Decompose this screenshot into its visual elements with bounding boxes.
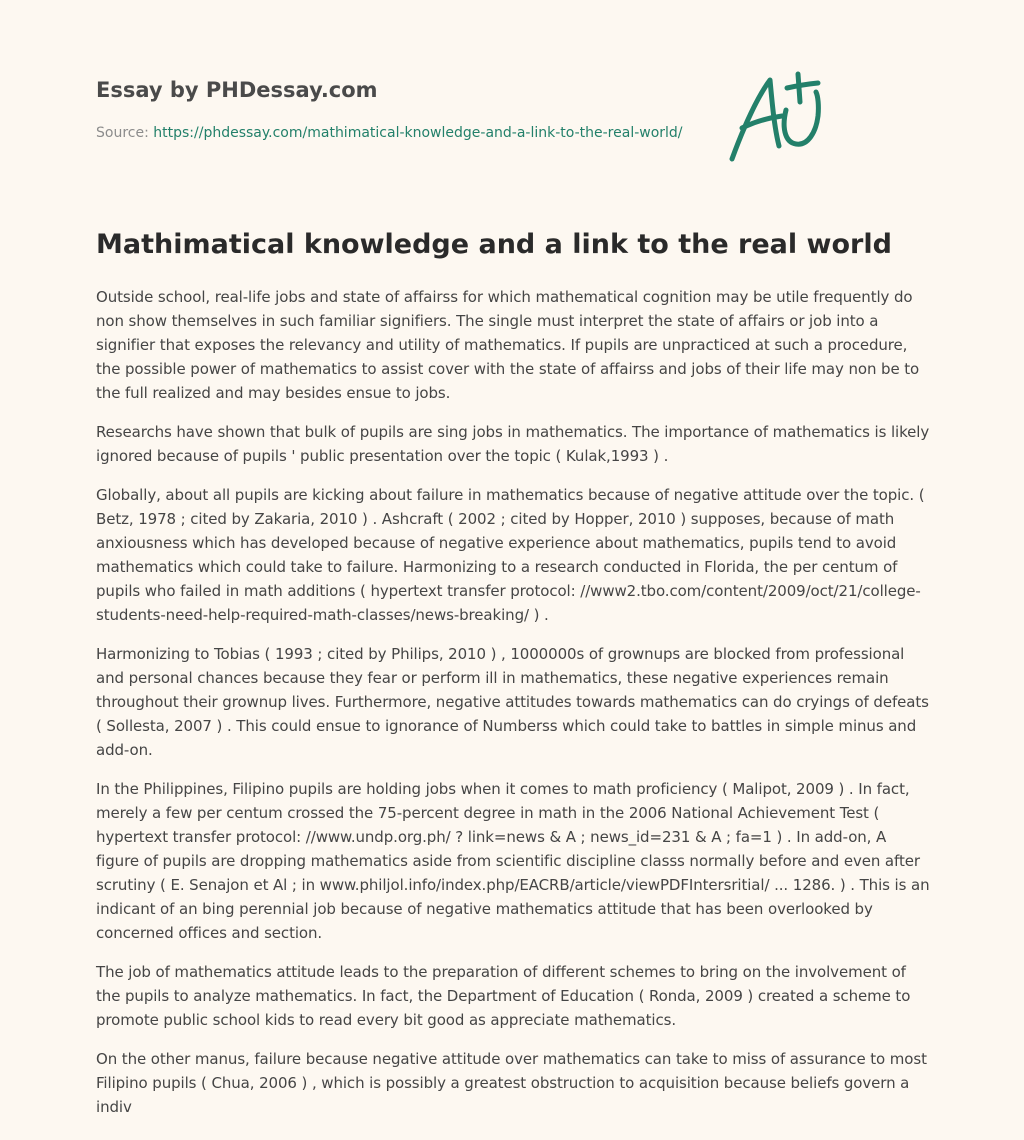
essay-paragraph: The job of mathematics attitude leads to the preparation of different schemes to bring on the involvement of the pupils to analyze mathematics. In fact, the Department of Education ( Ronda, 2009 ) created a scheme to promote public school kids to read every bit good as appreciate mathematics. [96, 963, 911, 1029]
essay-paragraph: Researchs have shown that bulk of pupils are sing jobs in mathematics. The importance of mathematics is likely ignored because of pupils ' public presentation over the topic ( Kulak,1993 ) . [96, 423, 930, 465]
essay-paragraph: On the other manus, failure because negative attitude over mathematics can take to miss of assurance to most Filipino pupils ( Chua, 2006 ) , which is possibly a greatest obstruction to acquisition because beliefs govern a indiv [96, 1050, 927, 1116]
site-title: Essay by PHDessay.com [96, 78, 378, 102]
source-label: Source: [96, 125, 149, 141]
essay-body [96, 285, 930, 1134]
source-line [96, 124, 683, 142]
a-plus-logo-icon [724, 66, 834, 166]
source-link[interactable]: https://phdessay.com/mathimatical-knowledge-and-a-link-to-the-real-world/ [153, 125, 683, 141]
essay-paragraph: Globally, about all pupils are kicking about failure in mathematics because of negative attitude over the topic. ( Betz, 1978 ; cited by Zakaria, 2010 ) . Ashcraft ( 2002 ; cited by Hopper, 2010 ) supposes, because of math anxiousness which has developed because of negative experience about mathematics, pupils tend to avoid mathematics which could take to failure. Harmonizing to a research conducted in Florida, the per centum of pupils who failed in math additions ( hypertext transfer protocol: //www2.tbo.com/content/2009/oct/21/college-students-need-help-required-math-classes/news-breaking/ ) . [96, 486, 925, 624]
essay-title: Mathimatical knowledge and a link to the real world [96, 229, 892, 260]
essay-paragraph: In the Philippines, Filipino pupils are holding jobs when it comes to math proficiency ( Malipot, 2009 ) . In fact, merely a few per centum crossed the 75-percent degree in math in the 2006 National Achievement Test ( hypertext transfer protocol: //www.undp.org.ph/ ? link=news & A ; news_id=231 & A ; fa=1 ) . In add-on, A figure of pupils are dropping mathematics aside from scientific discipline classs normally before and even after scrutiny ( E. Senajon et Al ; in www.philjol.info/index.php/EACRB/article/viewPDFIntersritial/ ... 1286. ) . This is an indicant of an bing perennial job because of negative mathematics attitude that has been overlooked by concerned offices and section. [96, 780, 930, 942]
essay-paragraph: Harmonizing to Tobias ( 1993 ; cited by Philips, 2010 ) , 1000000s of grownups are blocked from professional and personal chances because they fear or perform ill in mathematics, these negative experiences remain throughout their grownup lives. Furthermore, negative attitudes towards mathematics can do cryings of defeats ( Sollesta, 2007 ) . This could ensue to ignorance of Numberss which could take to battles in simple minus and add-on. [96, 645, 929, 759]
essay-paragraph: Outside school, real-life jobs and state of affairss for which mathematical cognition may be utile frequently do non show themselves in such familiar signifiers. The single must interpret the state of affairs or job into a signifier that exposes the relevancy and utility of mathematics. If pupils are unpracticed at such a procedure, the possible power of mathematics to assist cover with the state of affairss and jobs of their life may non be to the full realized and may besides ensue to jobs. [96, 288, 920, 402]
